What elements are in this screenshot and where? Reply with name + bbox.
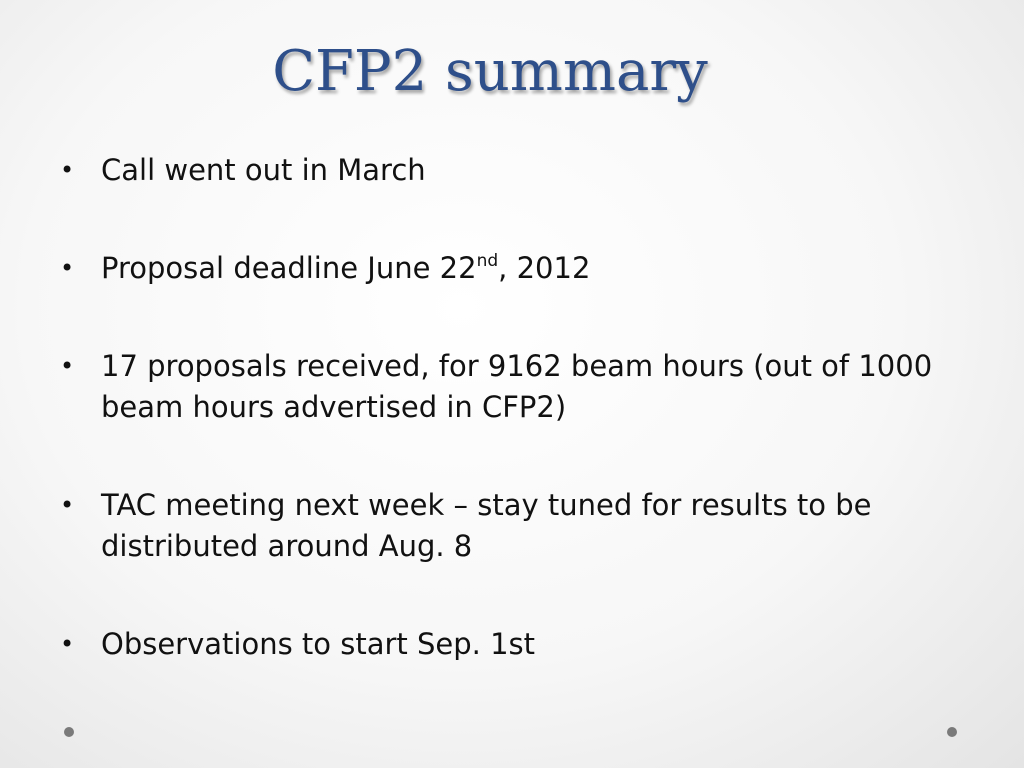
bullet-text-after: , 2012 <box>498 251 591 285</box>
bullet-item <box>58 150 958 191</box>
bullet-marker: • <box>60 254 75 282</box>
bullet-item <box>58 485 958 567</box>
decorative-dot-left <box>64 727 74 737</box>
bullet-superscript: nd <box>476 251 499 271</box>
bullet-item <box>58 248 958 289</box>
bullet-marker: • <box>60 352 75 380</box>
bullet-text: Call went out in March <box>101 153 426 187</box>
bullet-item <box>58 346 958 428</box>
bullet-marker: • <box>60 156 75 184</box>
slide-title: CFP2 summary <box>272 39 708 104</box>
bullet-marker: • <box>60 630 75 658</box>
bullet-text: Observations to start Sep. 1st <box>101 627 536 661</box>
bullet-text <box>101 251 590 285</box>
bullet-item <box>58 624 958 665</box>
decorative-dot-right <box>947 727 957 737</box>
bullet-marker: • <box>60 491 75 519</box>
bullet-list <box>58 150 958 722</box>
bullet-text-before: Proposal deadline June 22 <box>101 251 477 285</box>
bullet-text: TAC meeting next week – stay tuned for results to be distributed around Aug. 8 <box>101 488 872 563</box>
bullet-text: 17 proposals received, for 9162 beam hours (out of 1000 beam hours advertised in CFP2) <box>101 349 933 424</box>
